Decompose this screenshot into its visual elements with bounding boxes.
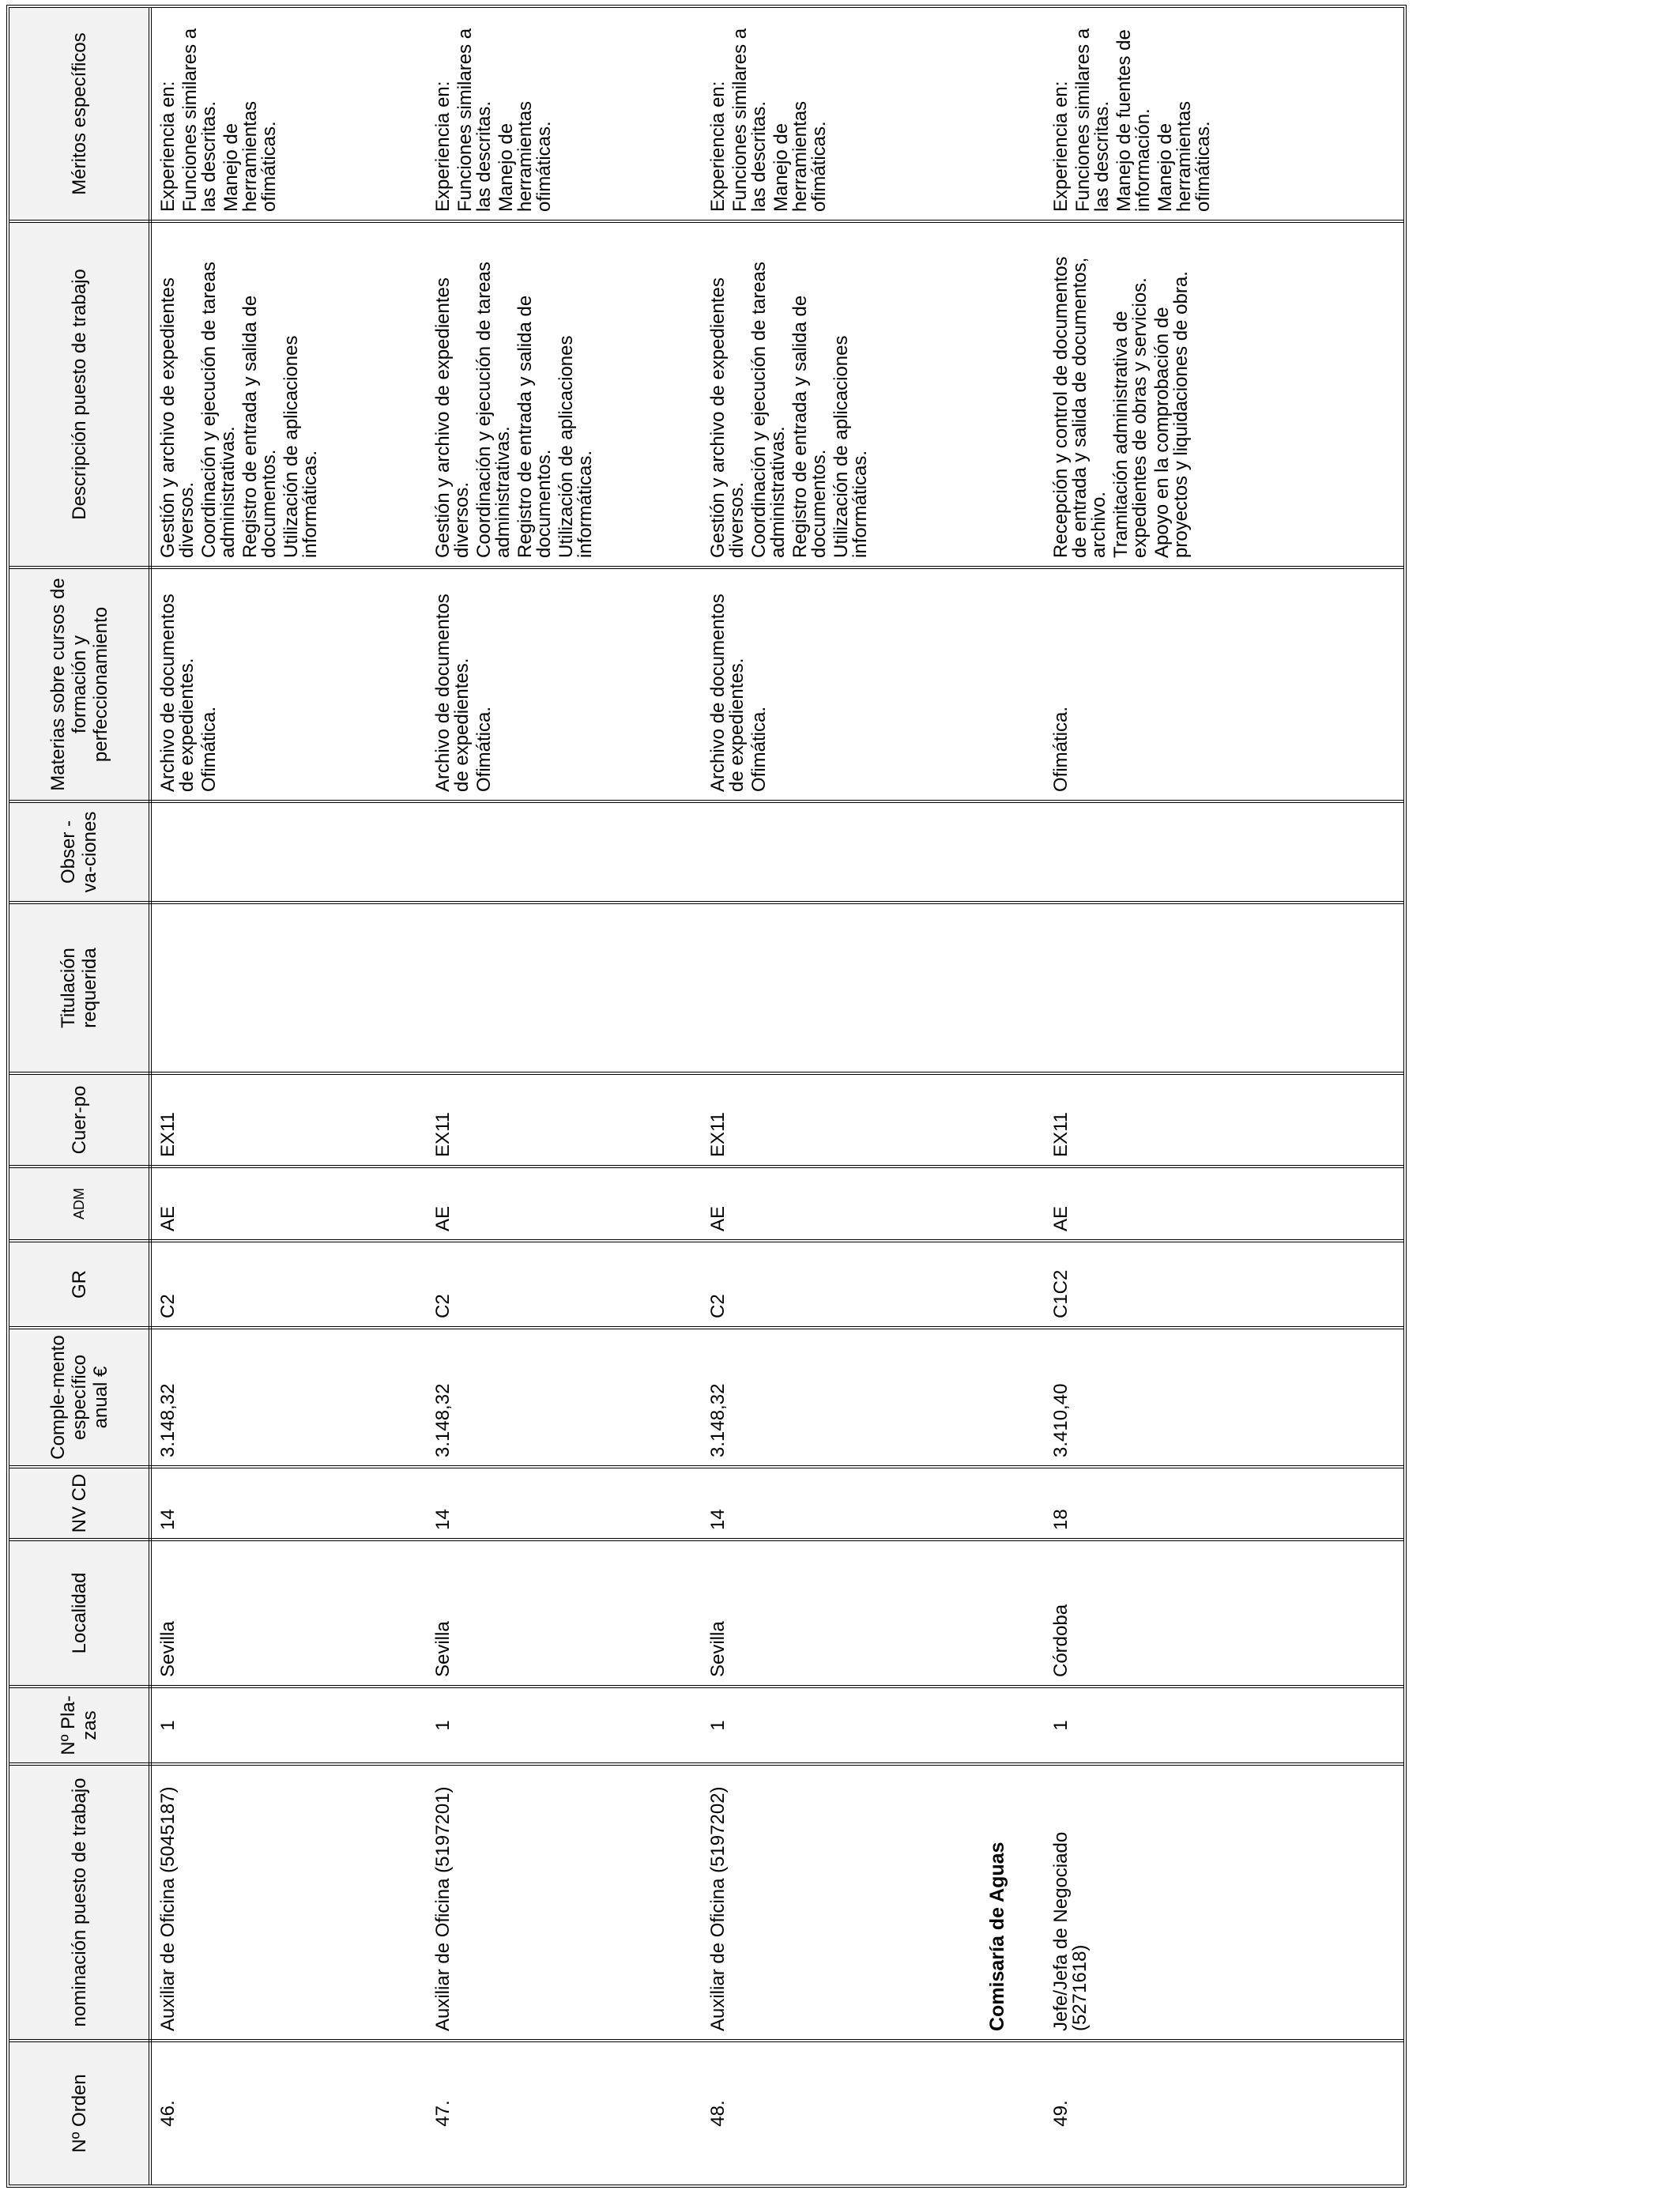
nivel-cell: 14 bbox=[157, 1509, 179, 1530]
merito-item: Experiencia en: bbox=[707, 81, 729, 212]
orden-cell: 46. bbox=[157, 2100, 179, 2127]
section-label: Comisaría de Aguas bbox=[986, 1842, 1008, 2031]
descripcion-cell bbox=[709, 223, 873, 566]
header-nivel: NV CD bbox=[9, 1468, 149, 1538]
merito-item: Manejo de herramientas ofimáticas. bbox=[495, 100, 555, 212]
merito-item: Manejo de herramientas ofimáticas. bbox=[770, 100, 830, 212]
merito-item: Funciones similares a las descritas. bbox=[179, 28, 220, 212]
grupo-cell: C2 bbox=[707, 1294, 729, 1318]
merito-item: Experiencia en: bbox=[1050, 81, 1072, 212]
positions-table bbox=[6, 5, 1407, 2188]
materia-item: Ofimática. bbox=[1050, 706, 1072, 792]
descripcion-item: Registro de entrada y salida de documentos. bbox=[239, 295, 280, 558]
column-divider bbox=[9, 1072, 1403, 1075]
column-divider bbox=[9, 1685, 1403, 1688]
header-materias: Materias sobre cursos de formación y perfeccionamiento bbox=[9, 569, 149, 800]
descripcion-item: Tramitación administrativa de expedientes de obras y servicios. bbox=[1110, 277, 1151, 558]
materias-cell bbox=[709, 569, 772, 800]
cuerpo-cell: EX11 bbox=[157, 1112, 179, 1157]
denominacion-cell: Auxiliar de Oficina (5197201) bbox=[432, 1786, 454, 2031]
materia-item: Archivo de documentos de expedientes. bbox=[157, 594, 198, 792]
header-complemento: Comple-mento específico anual € bbox=[9, 1329, 149, 1465]
descripcion-item: Utilización de aplicaciones informáticas. bbox=[831, 335, 871, 558]
materia-item: Archivo de documentos de expedientes. bbox=[707, 594, 748, 792]
column-divider bbox=[9, 1165, 1403, 1168]
materia-item: Archivo de documentos de expedientes. bbox=[432, 594, 473, 792]
descripcion-item: Gestión y archivo de expedientes diversos. bbox=[707, 277, 748, 558]
meritos-cell bbox=[709, 8, 832, 220]
adm-cell: AE bbox=[432, 1205, 454, 1231]
descripcion-item: Apoyo en la comprobación de proyectos y liquidaciones de obra. bbox=[1151, 271, 1192, 558]
meritos-cell bbox=[434, 8, 557, 220]
nivel-cell: 14 bbox=[707, 1509, 729, 1530]
header-observaciones: Obser -va-ciones bbox=[9, 803, 149, 901]
merito-item: Funciones similares a las descritas. bbox=[1072, 28, 1113, 212]
column-divider bbox=[9, 1465, 1403, 1468]
grupo-cell: C2 bbox=[432, 1294, 454, 1318]
merito-item: Experiencia en: bbox=[432, 81, 454, 212]
cuerpo-cell: EX11 bbox=[432, 1112, 454, 1157]
meritos-cell bbox=[159, 8, 282, 220]
descripcion-item: Recepción y control de documentos de entrada y salida de documentos, archivo. bbox=[1050, 256, 1109, 558]
adm-cell: AE bbox=[1050, 1205, 1072, 1231]
grupo-cell: C2 bbox=[157, 1294, 179, 1318]
column-divider bbox=[9, 1762, 1403, 1766]
adm-cell: AE bbox=[157, 1205, 179, 1231]
localidad-cell: Sevilla bbox=[432, 1621, 454, 1677]
denominacion-cell: Auxiliar de Oficina (5045187) bbox=[157, 1786, 179, 2031]
descripcion-item: Coordinación y ejecución de tareas administrativas. bbox=[473, 262, 514, 558]
descripcion-item: Utilización de aplicaciones informáticas. bbox=[556, 335, 596, 558]
descripcion-cell bbox=[434, 223, 598, 566]
complemento-cell: 3.410,40 bbox=[1050, 1383, 1072, 1457]
cuerpo-cell: EX11 bbox=[1050, 1112, 1072, 1157]
descripcion-item: Registro de entrada y salida de documentos. bbox=[514, 295, 555, 558]
plazas-cell: 1 bbox=[707, 1720, 729, 1731]
nivel-cell: 14 bbox=[432, 1509, 454, 1530]
descripcion-item: Gestión y archivo de expedientes diversos. bbox=[157, 277, 198, 558]
column-divider bbox=[9, 800, 1403, 803]
merito-item: Manejo de fuentes de información. bbox=[1113, 29, 1154, 212]
plazas-cell: 1 bbox=[1050, 1720, 1072, 1731]
merito-item: Experiencia en: bbox=[157, 81, 179, 212]
header-cuerpo: Cuer-po bbox=[9, 1075, 149, 1165]
header-localidad: Localidad bbox=[9, 1541, 149, 1685]
header-adm: ADM bbox=[9, 1168, 149, 1239]
column-divider bbox=[9, 1239, 1403, 1242]
column-divider bbox=[9, 901, 1403, 904]
nivel-cell: 18 bbox=[1050, 1509, 1072, 1530]
orden-cell: 48. bbox=[707, 2100, 729, 2127]
materias-cell bbox=[159, 569, 222, 800]
header-denominacion: nominación puesto de trabajo bbox=[9, 1766, 149, 2039]
header-orden: Nº Orden bbox=[9, 2042, 149, 2185]
localidad-cell: Córdoba bbox=[1050, 1604, 1072, 1677]
denominacion-cell: Auxiliar de Oficina (5197202) bbox=[707, 1786, 729, 2031]
plazas-cell: 1 bbox=[157, 1720, 179, 1731]
complemento-cell: 3.148,32 bbox=[432, 1383, 454, 1457]
column-divider bbox=[9, 1326, 1403, 1329]
materias-cell bbox=[434, 569, 497, 800]
materia-item: Ofimática. bbox=[748, 706, 770, 792]
header-plazas: Nº Pla-zas bbox=[9, 1688, 149, 1762]
complemento-cell: 3.148,32 bbox=[157, 1383, 179, 1457]
column-divider bbox=[9, 2039, 1403, 2042]
merito-item: Manejo de herramientas ofimáticas. bbox=[1155, 100, 1214, 212]
orden-cell: 47. bbox=[432, 2100, 454, 2127]
materia-item: Ofimática. bbox=[473, 706, 495, 792]
column-divider bbox=[9, 1538, 1403, 1541]
denominacion-cell: Jefe/Jefa de Negociado (5271618) bbox=[1050, 1831, 1090, 2031]
complemento-cell: 3.148,32 bbox=[707, 1383, 729, 1457]
orden-cell: 49. bbox=[1050, 2100, 1072, 2127]
header-divider bbox=[149, 8, 152, 2185]
meritos-cell bbox=[1052, 8, 1216, 220]
descripcion-cell bbox=[159, 223, 323, 566]
localidad-cell: Sevilla bbox=[157, 1621, 179, 1677]
merito-item: Funciones similares a las descritas. bbox=[729, 28, 770, 212]
header-titulacion: Titulación requerida bbox=[9, 904, 149, 1072]
plazas-cell: 1 bbox=[432, 1720, 454, 1731]
materias-cell bbox=[1052, 569, 1074, 800]
descripcion-item: Coordinación y ejecución de tareas administrativas. bbox=[748, 262, 789, 558]
header-grupo: GR bbox=[9, 1242, 149, 1326]
merito-item: Funciones similares a las descritas. bbox=[454, 28, 495, 212]
descripcion-item: Registro de entrada y salida de documentos. bbox=[789, 295, 830, 558]
descripcion-cell bbox=[1052, 223, 1194, 566]
grupo-cell: C1C2 bbox=[1050, 1269, 1072, 1318]
localidad-cell: Sevilla bbox=[707, 1621, 729, 1677]
descripcion-item: Coordinación y ejecución de tareas administrativas. bbox=[198, 262, 239, 558]
merito-item: Manejo de herramientas ofimáticas. bbox=[220, 100, 280, 212]
cuerpo-cell: EX11 bbox=[707, 1112, 729, 1157]
header-descripcion: Descripción puesto de trabajo bbox=[9, 223, 149, 566]
descripcion-item: Utilización de aplicaciones informáticas. bbox=[281, 335, 321, 558]
materia-item: Ofimática. bbox=[198, 706, 220, 792]
adm-cell: AE bbox=[707, 1205, 729, 1231]
descripcion-item: Gestión y archivo de expedientes diversos. bbox=[432, 277, 473, 558]
header-meritos: Méritos específicos bbox=[9, 8, 149, 220]
